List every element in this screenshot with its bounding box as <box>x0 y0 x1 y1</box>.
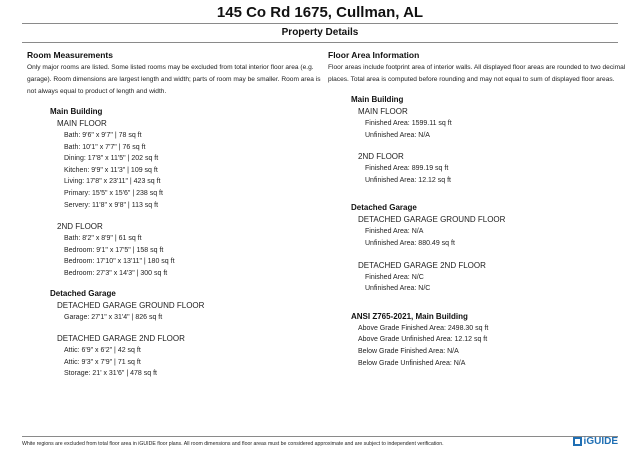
area-item: Finished Area: 899.19 sq ft <box>365 165 449 173</box>
area-item: Finished Area: N/A <box>365 228 424 236</box>
detached-garage-rooms <box>27 288 325 380</box>
floor-name: MAIN FLOOR <box>57 119 107 128</box>
floor-name: DETACHED GARAGE 2ND FLOOR <box>57 334 185 344</box>
room-item: Attic: 9'3" x 7'9" | 71 sq ft <box>64 358 141 366</box>
area-item: Finished Area: N/C <box>365 273 424 281</box>
page-title: 145 Co Rd 1675, Cullman, AL <box>216 4 424 21</box>
area-item: Unfinished Area: 12.12 sq ft <box>365 176 451 184</box>
room-item: Bath: 8'2" x 8'9" | 61 sq ft <box>64 235 142 243</box>
area-item: Unfinished Area: N/C <box>365 285 431 293</box>
room-item: Bedroom: 9'1" x 17'5" | 158 sq ft <box>64 246 164 254</box>
iguide-logo <box>573 436 618 447</box>
floor-area-note: Floor areas include footprint area of interior walls. All displayed floor areas are rounded to two decimal places. Total area is computed before rounding and may not equal to sum of displayed floor areas. <box>328 64 626 83</box>
iguide-logo-text: iGUIDE <box>583 436 618 447</box>
room-item: Servery: 11'8" x 9'8" | 113 sq ft <box>64 201 159 209</box>
header-divider-bottom <box>22 42 618 43</box>
room-item: Storage: 21' x 31'6" | 478 sq ft <box>64 370 157 378</box>
area-item: Below Grade Unfinished Area: N/A <box>358 359 466 367</box>
area-item: Below Grade Finished Area: N/A <box>358 347 459 355</box>
building-name: Main Building <box>50 107 103 116</box>
room-item: Bath: 10'1" x 7'7" | 76 sq ft <box>64 143 146 151</box>
room-item: Bedroom: 17'10" x 13'11" | 180 sq ft <box>64 258 175 266</box>
room-item: Kitchen: 9'9" x 11'3" | 109 sq ft <box>64 166 158 174</box>
ansi-areas <box>328 311 626 369</box>
area-item: Above Grade Unfinished Area: 12.12 sq ft <box>358 336 488 344</box>
main-building-areas <box>328 94 626 186</box>
room-item: Living: 17'8" x 23'11" | 423 sq ft <box>64 178 161 186</box>
building-name: ANSI Z765-2021, Main Building <box>351 311 468 321</box>
building-name: Main Building <box>351 95 404 104</box>
floor-name: 2ND FLOOR <box>358 152 404 162</box>
room-item: Primary: 15'5" x 15'6" | 238 sq ft <box>64 189 163 197</box>
detached-garage-areas <box>328 202 626 294</box>
area-item: Unfinished Area: 880.49 sq ft <box>365 239 455 247</box>
room-measurements-heading: Room Measurements <box>27 50 113 60</box>
room-measurements-note: Only major rooms are listed. Some listed rooms may be excluded from total interior floor area (e.g. garage). Room dimensions are largest length and width; parts of room may be smaller. Room area is not always equal to product of length and width. <box>27 64 321 95</box>
floor-name: DETACHED GARAGE GROUND FLOOR <box>57 300 205 310</box>
main-building-rooms <box>27 106 325 280</box>
room-item: Bath: 9'6" x 9'7" | 78 sq ft <box>64 132 142 139</box>
floor-area-section <box>328 50 626 369</box>
room-item: Attic: 6'9" x 6'2" | 42 sq ft <box>64 347 141 355</box>
area-item: Unfinished Area: N/A <box>365 131 430 139</box>
header-divider-top <box>22 23 618 24</box>
floor-name: DETACHED GARAGE GROUND FLOOR <box>358 215 506 225</box>
area-item: Above Grade Finished Area: 2498.30 sq ft <box>358 324 489 332</box>
room-measurements-section <box>27 50 325 380</box>
footer-divider <box>22 436 618 437</box>
footer-disclaimer: White regions are excluded from total floor area in iGUIDE floor plans. All room dimensions and floor areas must be considered approximate and are subject to independent verification. <box>22 441 444 447</box>
room-item: Bedroom: 27'3" x 14'3" | 300 sq ft <box>64 269 168 277</box>
floor-name: 2ND FLOOR <box>57 222 103 232</box>
room-item: Dining: 17'8" x 11'5" | 202 sq ft <box>64 155 159 163</box>
room-item: Garage: 27'1" x 31'4" | 826 sq ft <box>64 313 163 321</box>
page-subtitle: Property Details <box>281 27 359 38</box>
area-item: Finished Area: 1599.11 sq ft <box>365 120 452 127</box>
building-name: Detached Garage <box>351 203 417 213</box>
floor-name: MAIN FLOOR <box>358 107 408 116</box>
floor-name: DETACHED GARAGE 2ND FLOOR <box>358 260 486 270</box>
building-name: Detached Garage <box>50 288 116 298</box>
floor-area-heading: Floor Area Information <box>328 50 420 60</box>
iguide-logo-icon <box>573 437 582 446</box>
